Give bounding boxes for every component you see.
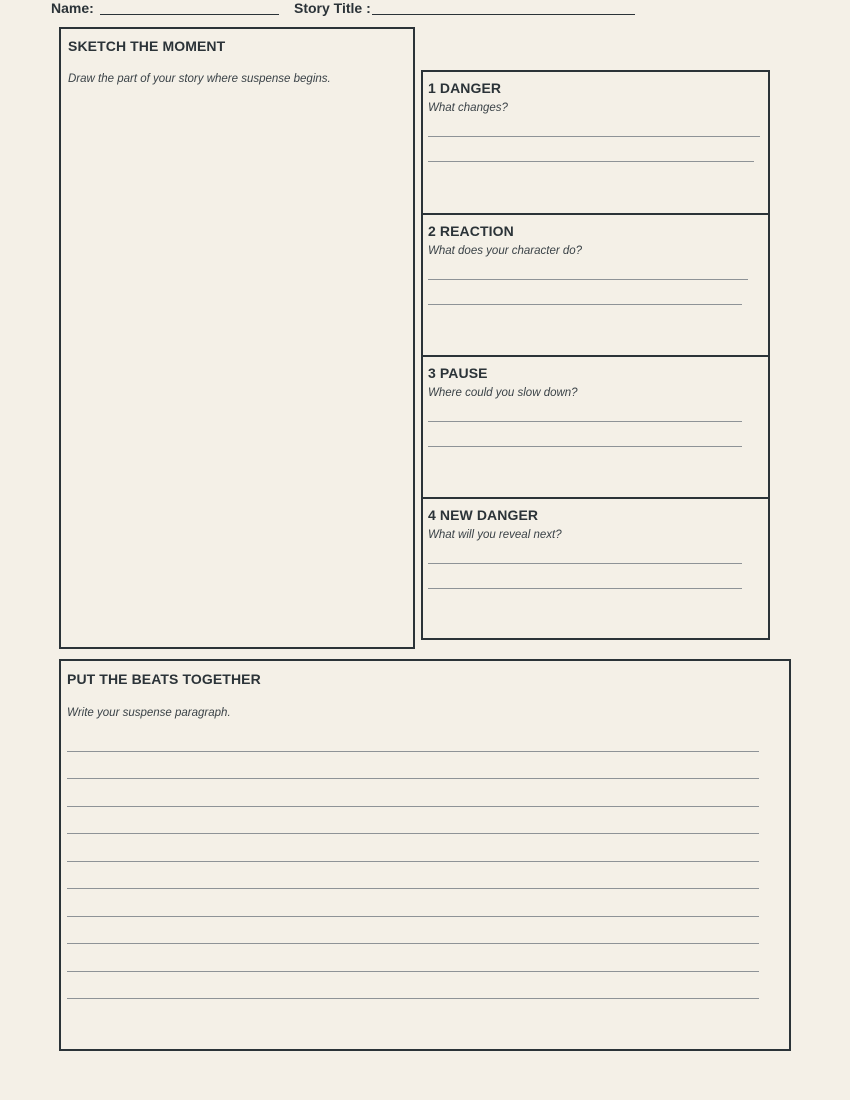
beat-pause — [423, 355, 768, 498]
writing-line[interactable] — [428, 588, 742, 589]
paragraph-title: PUT THE BEATS TOGETHER — [67, 671, 261, 687]
beats-panel — [421, 70, 770, 640]
writing-line[interactable] — [67, 833, 759, 834]
beat-title: 2 REACTION — [428, 223, 514, 239]
beat-reaction — [423, 213, 768, 356]
writing-line[interactable] — [67, 888, 759, 889]
writing-line[interactable] — [67, 916, 759, 917]
name-field[interactable] — [100, 14, 279, 15]
writing-line[interactable] — [428, 304, 742, 305]
writing-line[interactable] — [67, 806, 759, 807]
name-label: Name: — [51, 0, 94, 16]
writing-line[interactable] — [67, 998, 759, 999]
sketch-prompt: Draw the part of your story where suspense begins. — [68, 73, 331, 85]
beat-prompt: What changes? — [428, 102, 508, 114]
writing-line[interactable] — [428, 161, 754, 162]
paragraph-box[interactable] — [59, 659, 791, 1051]
writing-line[interactable] — [428, 279, 748, 280]
beat-new-danger — [423, 497, 768, 638]
beat-title: 4 NEW DANGER — [428, 507, 539, 523]
beat-prompt: What will you reveal next? — [428, 529, 562, 541]
writing-line[interactable] — [428, 136, 760, 137]
sketch-title: SKETCH THE MOMENT — [68, 38, 226, 54]
writing-line[interactable] — [428, 421, 742, 422]
beat-prompt: Where could you slow down? — [428, 387, 578, 399]
beat-danger — [423, 72, 768, 215]
paragraph-prompt: Write your suspense paragraph. — [67, 707, 231, 719]
writing-line[interactable] — [428, 563, 742, 564]
story-title-label: Story Title : — [294, 0, 371, 16]
writing-line[interactable] — [67, 971, 759, 972]
writing-line[interactable] — [67, 778, 759, 779]
beat-title: 1 DANGER — [428, 80, 502, 96]
story-title-field[interactable] — [372, 14, 635, 15]
writing-line[interactable] — [67, 751, 759, 752]
writing-line[interactable] — [67, 861, 759, 862]
writing-line[interactable] — [428, 446, 742, 447]
beat-title: 3 PAUSE — [428, 365, 488, 381]
sketch-box[interactable] — [59, 27, 415, 649]
writing-line[interactable] — [67, 943, 759, 944]
beat-prompt: What does your character do? — [428, 245, 583, 257]
